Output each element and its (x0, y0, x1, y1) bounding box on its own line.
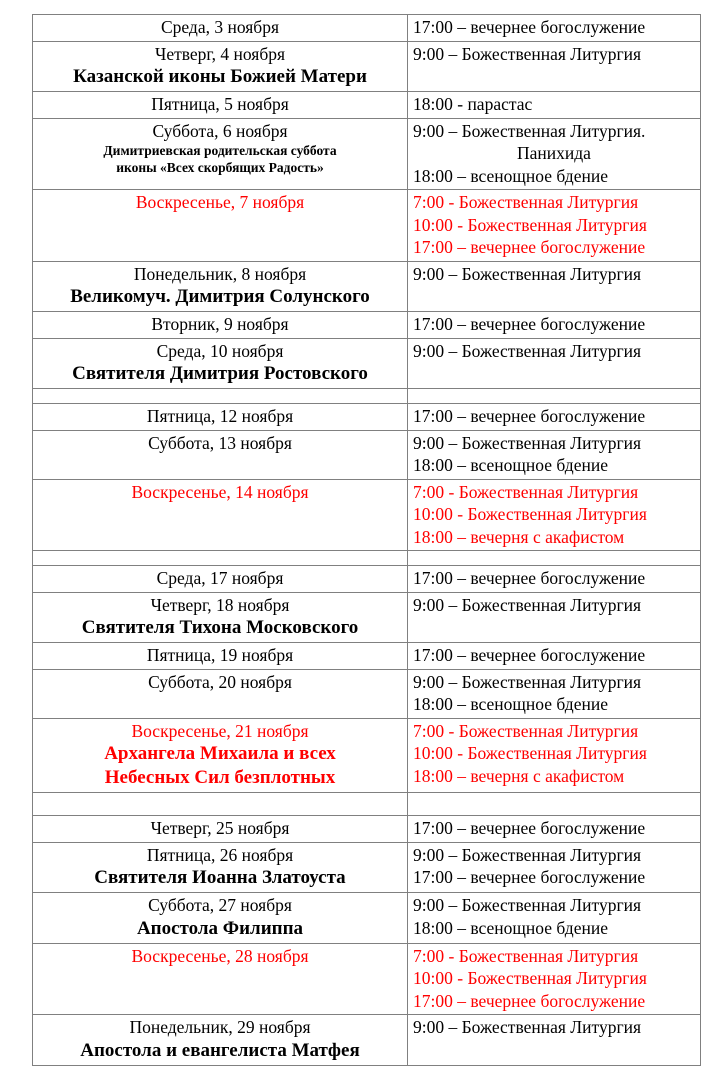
table-row (33, 893, 701, 944)
services-cell (408, 842, 701, 893)
table-row (33, 816, 701, 843)
services-cell-content (408, 262, 700, 288)
service-line: 17:00 – вечернее богослужение (413, 314, 646, 334)
date-cell (33, 643, 408, 670)
date-cell (33, 893, 408, 944)
table-row (33, 430, 701, 479)
date-label: Воскресенье, 28 ноября (131, 945, 309, 966)
date-label: Воскресенье, 14 ноября (131, 481, 309, 502)
services-cell-content (408, 190, 700, 261)
date-label: Понедельник, 29 ноября (129, 1017, 311, 1037)
date-label: Суббота, 13 ноября (148, 432, 292, 453)
services-cell (408, 592, 701, 643)
spacer-cell-services (408, 793, 701, 816)
table-row (33, 312, 701, 339)
service-line: 10:00 - Божественная Литургия (413, 743, 647, 763)
service-line: 17:00 – вечернее богослужение (413, 406, 646, 426)
date-label: Четверг, 25 ноября (150, 818, 290, 838)
date-cell-content (33, 431, 407, 457)
table-row (33, 943, 701, 1015)
date-cell (33, 92, 408, 119)
services-cell (408, 404, 701, 431)
date-label: Вторник, 9 ноября (151, 314, 289, 334)
services-cell (408, 15, 701, 42)
date-cell-content (33, 893, 407, 943)
date-cell-content (33, 480, 407, 506)
feast-label: Святителя Димитрия Ростовского (72, 363, 368, 384)
service-line: 10:00 - Божественная Литургия (413, 214, 647, 235)
service-line: 9:00 – Божественная Литургия (413, 844, 642, 865)
table-row (33, 338, 701, 389)
services-cell (408, 1015, 701, 1066)
date-label: Пятница, 26 ноября (146, 844, 294, 865)
schedule-table-body (33, 15, 701, 1066)
service-line: 9:00 – Божественная Литургия (413, 432, 642, 453)
services-cell (408, 816, 701, 843)
date-cell-content (33, 190, 407, 216)
services-cell-content (408, 92, 700, 118)
date-label: Среда, 3 ноября (160, 17, 280, 37)
date-label: Суббота, 20 ноября (148, 671, 292, 692)
table-row (33, 1015, 701, 1066)
services-cell-content (408, 719, 700, 790)
services-cell-content (408, 431, 700, 479)
date-cell-content (33, 15, 407, 41)
date-label: Суббота, 27 ноября (148, 895, 292, 915)
services-cell (408, 893, 701, 944)
date-label: Суббота, 6 ноября (152, 120, 288, 141)
date-cell (33, 404, 408, 431)
feast-label: Святителя Иоанна Златоуста (94, 867, 346, 888)
table-row (33, 190, 701, 262)
date-cell (33, 816, 408, 843)
services-cell-content (408, 119, 700, 190)
date-label: Пятница, 5 ноября (151, 94, 289, 114)
schedule-spacer-row (33, 793, 701, 816)
services-cell-content (408, 944, 700, 1015)
services-cell-content (408, 339, 700, 365)
date-label: Четверг, 18 ноября (150, 594, 290, 615)
date-cell (33, 842, 408, 893)
date-cell (33, 41, 408, 92)
services-cell-content (408, 816, 700, 842)
service-line: 17:00 – вечернее богослужение (413, 17, 646, 37)
table-row (33, 718, 701, 793)
service-line: 17:00 – вечернее богослужение (413, 237, 646, 257)
feast-label: Великомуч. Димитрия Солунского (70, 286, 370, 307)
service-line: 9:00 – Божественная Литургия (413, 340, 642, 361)
table-row (33, 15, 701, 42)
table-row (33, 566, 701, 593)
schedule-container (32, 14, 700, 1066)
services-cell (408, 479, 701, 551)
services-cell-content (408, 893, 700, 941)
service-line: 9:00 – Божественная Литургия (413, 1017, 642, 1037)
table-row (33, 41, 701, 92)
table-row (33, 842, 701, 893)
service-line: 18:00 – вечерня с акафистом (413, 765, 625, 786)
service-line: 18:00 – вечерня с акафистом (413, 526, 625, 547)
feast-label: Архангела Михаила и всех (104, 743, 336, 764)
services-cell (408, 118, 701, 190)
services-cell (408, 718, 701, 793)
service-line: 7:00 - Божественная Литургия (413, 192, 639, 212)
date-label: Воскресенье, 7 ноября (135, 192, 305, 212)
date-cell (33, 566, 408, 593)
table-row (33, 404, 701, 431)
date-cell-content (33, 816, 407, 842)
service-line: 17:00 – вечернее богослужение (413, 818, 646, 838)
date-cell-content (33, 42, 407, 92)
date-cell-content (33, 719, 407, 793)
date-label: Четверг, 4 ноября (154, 43, 286, 64)
spacer-cell-services (408, 551, 701, 566)
service-line: Панихида (517, 143, 591, 163)
feast-label: Димитриевская родительская суббота (103, 143, 337, 158)
date-cell-content (33, 593, 407, 643)
date-cell-content (33, 566, 407, 592)
schedule-spacer-row (33, 551, 701, 566)
services-cell-content (408, 404, 700, 430)
service-line: 18:00 – всенощное бдение (413, 455, 608, 475)
services-cell (408, 92, 701, 119)
services-cell-content (408, 15, 700, 41)
date-label: Среда, 17 ноября (156, 568, 284, 588)
table-row (33, 261, 701, 312)
date-cell (33, 190, 408, 262)
table-row (33, 592, 701, 643)
date-cell (33, 718, 408, 793)
date-cell (33, 669, 408, 718)
date-cell (33, 943, 408, 1015)
feast-label: Апостола и евангелиста Матфея (80, 1039, 360, 1061)
service-line: 7:00 - Божественная Литургия (413, 481, 639, 502)
date-cell-content (33, 119, 407, 179)
date-cell-content (33, 1015, 407, 1065)
services-cell-content (408, 670, 700, 718)
services-cell (408, 190, 701, 262)
feast-label: иконы «Всех скорбящих Радость» (116, 160, 324, 175)
table-row (33, 669, 701, 718)
schedule-spacer-row (33, 389, 701, 404)
date-label: Пятница, 12 ноября (146, 406, 294, 426)
date-cell (33, 15, 408, 42)
services-cell-content (408, 566, 700, 592)
service-line: 18:00 – всенощное бдение (413, 694, 608, 714)
service-line: 9:00 – Божественная Литургия (413, 594, 642, 615)
feast-label: Небесных Сил безплотных (104, 767, 336, 788)
services-cell-content (408, 643, 700, 669)
date-label: Воскресенье, 21 ноября (131, 720, 309, 741)
services-cell-content (408, 843, 700, 891)
date-cell-content (33, 944, 407, 970)
date-cell (33, 430, 408, 479)
service-line: 10:00 - Божественная Литургия (413, 504, 647, 524)
date-cell-content (33, 339, 407, 389)
services-cell (408, 338, 701, 389)
services-cell (408, 430, 701, 479)
service-line: 7:00 - Божественная Литургия (413, 720, 639, 741)
services-cell-content (408, 42, 700, 68)
services-cell (408, 943, 701, 1015)
services-cell-content (408, 593, 700, 619)
date-label: Среда, 10 ноября (156, 340, 284, 361)
date-cell-content (33, 92, 407, 118)
date-cell (33, 1015, 408, 1066)
services-cell (408, 566, 701, 593)
feast-label: Казанской иконы Божией Матери (73, 66, 367, 87)
date-label: Понедельник, 8 ноября (133, 263, 307, 284)
table-row (33, 92, 701, 119)
date-cell (33, 592, 408, 643)
feast-label: Апостола Филиппа (136, 917, 304, 939)
services-cell (408, 312, 701, 339)
date-cell-content (33, 404, 407, 430)
table-row (33, 479, 701, 551)
service-line: 9:00 – Божественная Литургия (413, 671, 642, 692)
service-line: 7:00 - Божественная Литургия (413, 945, 639, 966)
service-line: 9:00 – Божественная Литургия (413, 43, 642, 64)
service-line: 17:00 – вечернее богослужение (413, 867, 646, 887)
service-line: 17:00 – вечернее богослужение (413, 990, 646, 1011)
table-row (33, 643, 701, 670)
date-cell (33, 338, 408, 389)
date-cell-content (33, 262, 407, 312)
date-cell-content (33, 843, 407, 893)
services-cell-content (408, 1015, 700, 1041)
service-line: 9:00 – Божественная Литургия. (413, 120, 646, 141)
spacer-cell-date (33, 551, 408, 566)
date-cell (33, 261, 408, 312)
date-cell (33, 479, 408, 551)
date-cell-content (33, 312, 407, 338)
services-cell (408, 643, 701, 670)
date-cell (33, 118, 408, 190)
date-cell-content (33, 643, 407, 669)
date-label: Пятница, 19 ноября (146, 645, 294, 665)
services-cell (408, 41, 701, 92)
service-line: 10:00 - Божественная Литургия (413, 968, 647, 988)
service-line: 18:00 – всенощное бдение (413, 917, 608, 938)
service-line: 9:00 – Божественная Литургия (413, 895, 642, 915)
spacer-cell-services (408, 389, 701, 404)
table-row (33, 118, 701, 190)
services-cell (408, 669, 701, 718)
spacer-cell-date (33, 793, 408, 816)
service-line: 18:00 – всенощное бдение (413, 165, 608, 186)
service-line: 17:00 – вечернее богослужение (413, 568, 646, 588)
date-cell-content (33, 670, 407, 696)
service-line: 9:00 – Божественная Литургия (413, 263, 642, 284)
feast-label: Святителя Тихона Московского (81, 617, 359, 638)
services-cell-content (408, 312, 700, 338)
spacer-cell-date (33, 389, 408, 404)
services-cell (408, 261, 701, 312)
service-line: 18:00 - парастас (413, 94, 533, 114)
service-schedule-table (32, 14, 701, 1066)
date-cell (33, 312, 408, 339)
service-line: 17:00 – вечернее богослужение (413, 645, 646, 665)
services-cell-content (408, 480, 700, 551)
